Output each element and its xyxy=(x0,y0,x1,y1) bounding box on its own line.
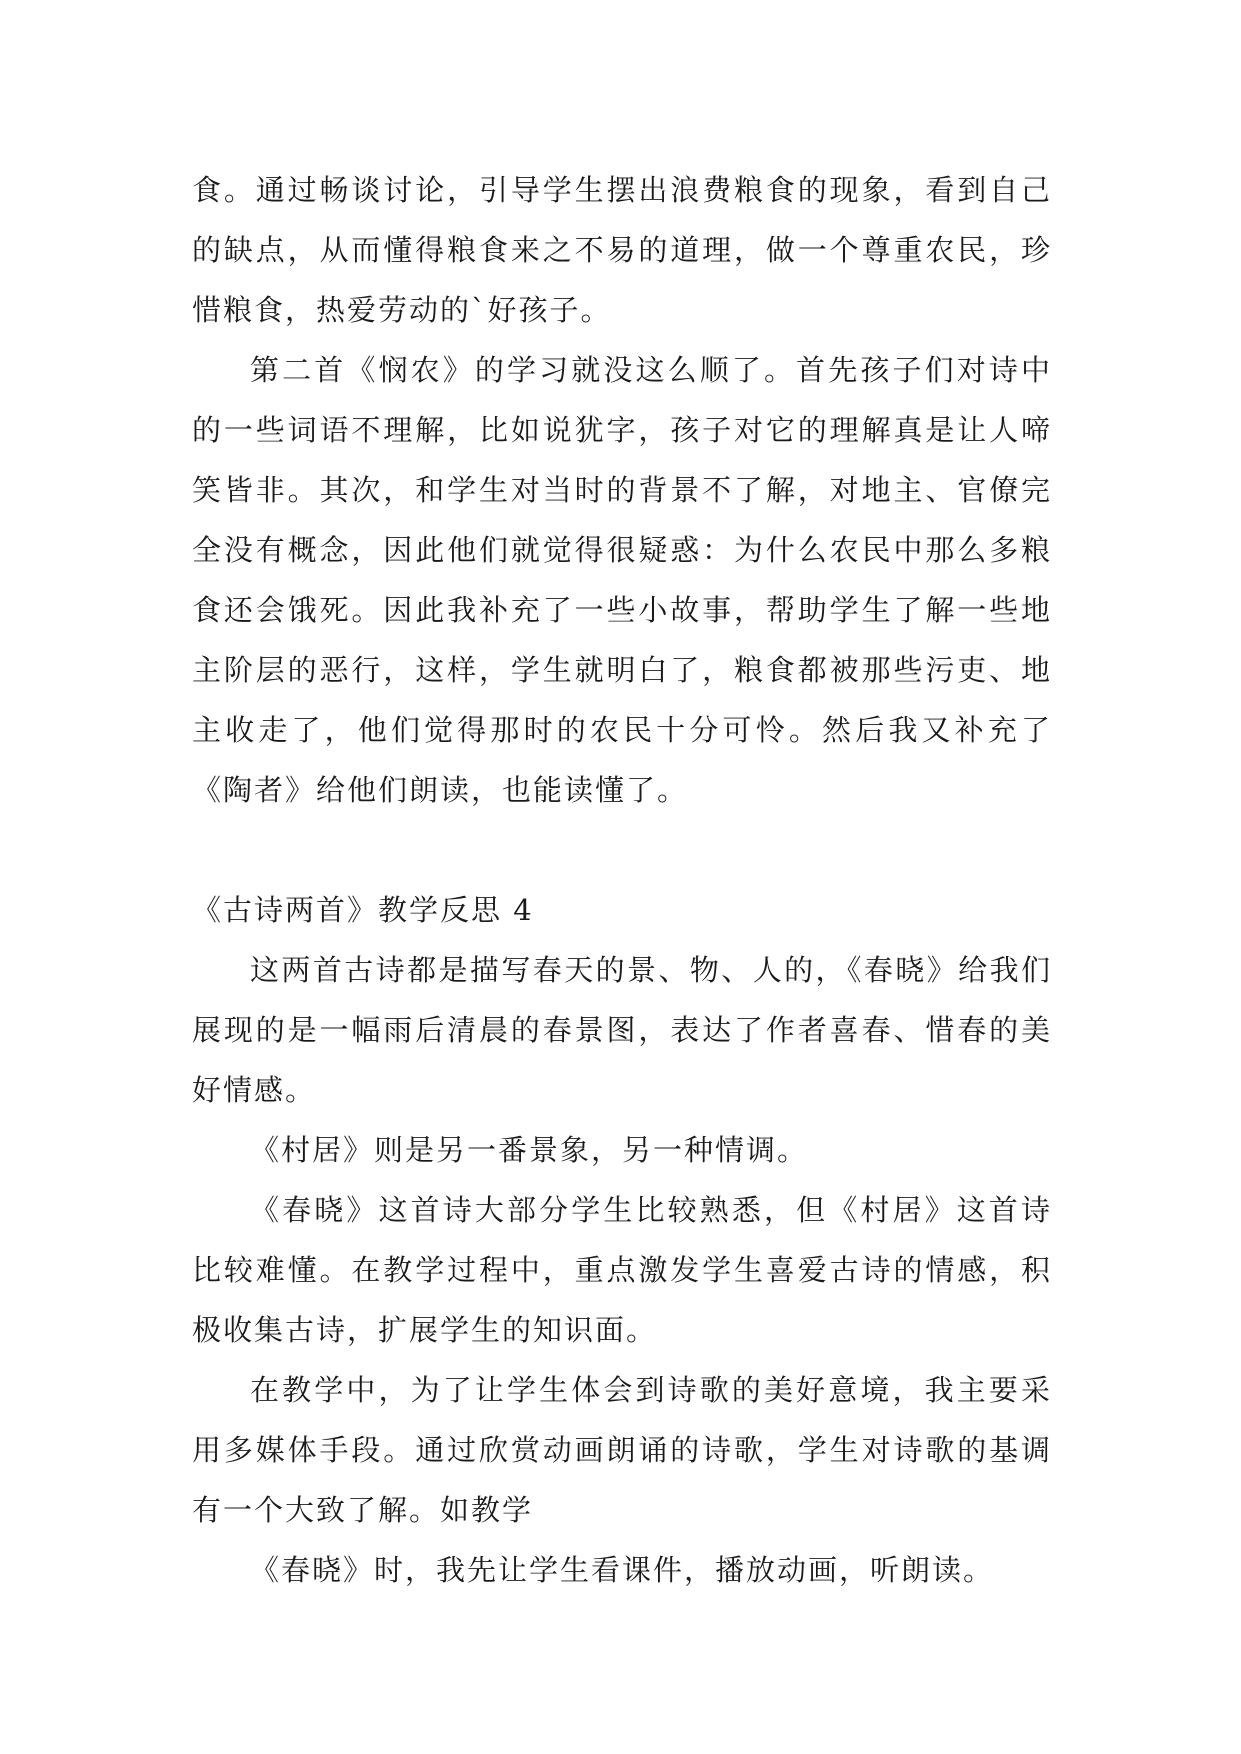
paragraph-difficulty: 《春晓》这首诗大部分学生比较熟悉，但《村居》这首诗比较难懂。在教学过程中，重点激发学生喜爱古诗的情感，积极收集古诗，扩展学生的知识面。 xyxy=(192,1193,1052,1347)
paragraph-minnong: 第二首《悯农》的学习就没这么顺了。首先孩子们对诗中的一些词语不理解，比如说犹字，孩子对它的理解真是让人啼笑皆非。其次，和学生对当时的背景不了解，对地主、官僚完全没有概念，因此他们就觉得很疑惑：为什么农民中那么多粮食还会饿死。因此我补充了一些小故事，帮助学生了解一些地主阶层的恶行，这样，学生就明白了，粮食都被那些污吏、地主收走了，他们觉得那时的农民十分可怜。然后我又补充了《陶者》给他们朗读，也能读懂了。 xyxy=(192,353,1052,807)
section-title: 《古诗两首》教学反思 4 xyxy=(192,893,534,927)
paragraph-chunxiao: 《春晓》时，我先让学生看课件，播放动画，听朗读。 xyxy=(250,1553,995,1587)
document-body xyxy=(192,160,1052,1600)
paragraph-continued: 食。通过畅谈讨论，引导学生摆出浪费粮食的现象，看到自己的缺点，从而懂得粮食来之不易的道理，做一个尊重农民，珍惜粮食，热爱劳动的`好孩子。 xyxy=(192,173,1052,327)
paragraph-multimedia: 在教学中，为了让学生体会到诗歌的美好意境，我主要采用多媒体手段。通过欣赏动画朗诵的诗歌，学生对诗歌的基调有一个大致了解。如教学 xyxy=(192,1373,1052,1527)
paragraph-cunju: 《村居》则是另一番景象，另一种情调。 xyxy=(250,1133,809,1167)
paragraph-intro: 这两首古诗都是描写春天的景、物、人的，《春晓》给我们展现的是一幅雨后清晨的春景图，表达了作者喜春、惜春的美好情感。 xyxy=(192,953,1052,1107)
